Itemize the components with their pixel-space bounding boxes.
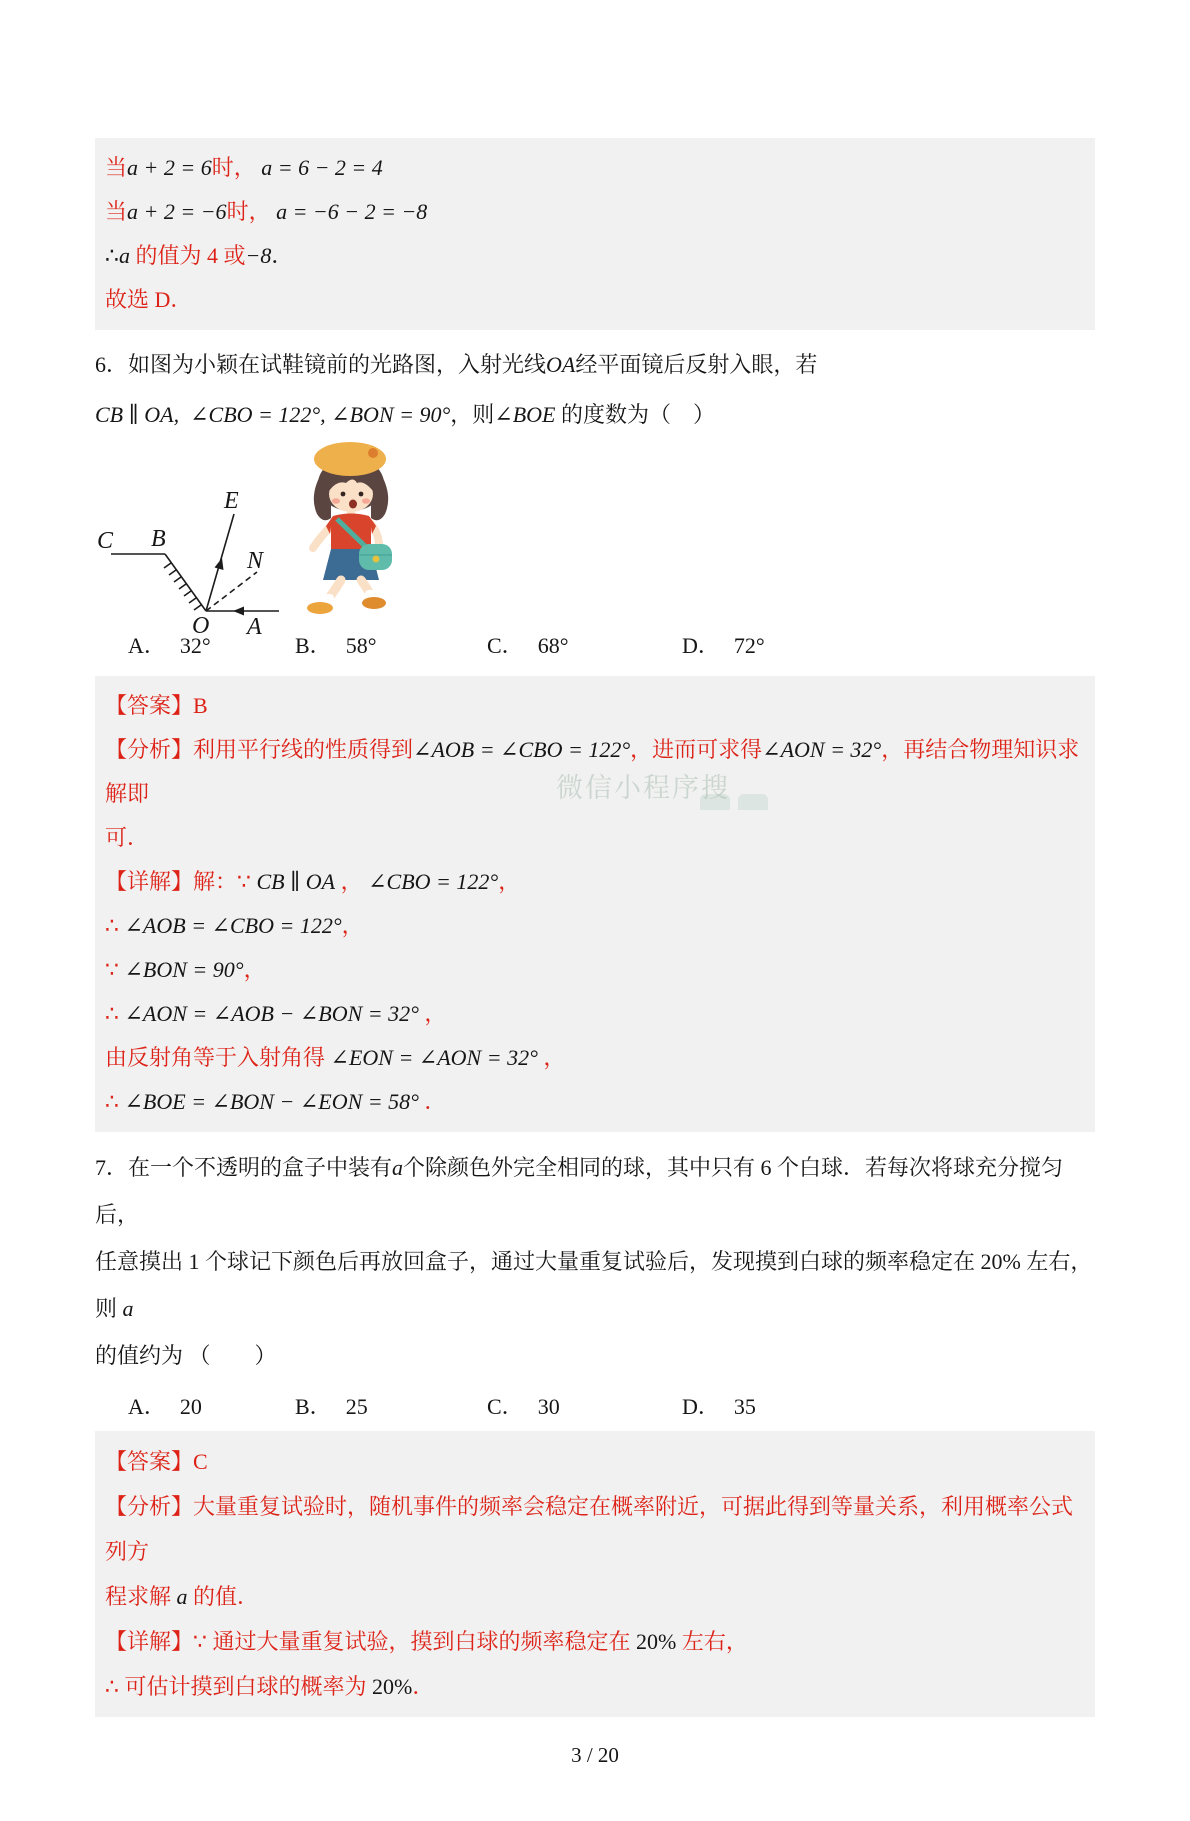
point-label-C: C xyxy=(97,528,114,554)
point-label-E: E xyxy=(224,488,239,514)
option-value: 68° xyxy=(537,633,569,658)
highlight-text: ， xyxy=(498,869,521,894)
option-value: 20 xyxy=(179,1394,202,1419)
text-line xyxy=(105,1439,1085,1484)
math-expression: a xyxy=(122,1296,134,1321)
option-letter: D． xyxy=(682,1394,720,1419)
highlight-text: 故选 D． xyxy=(105,287,193,312)
question-6-figure xyxy=(95,442,1095,640)
question-7-stem xyxy=(95,1144,1095,1379)
highlight-text: 可． xyxy=(105,825,150,850)
text-line xyxy=(105,1664,1085,1709)
watermark-text: 微信小程序搜 xyxy=(556,773,730,803)
option-value: 32° xyxy=(179,633,211,658)
highlight-text: ， xyxy=(243,957,266,982)
math-expression: ∠BOE xyxy=(494,402,556,427)
highlight-text: 左右， xyxy=(676,1629,748,1654)
highlight-text: ∴ 可估计摸到白球的概率为 xyxy=(105,1674,372,1699)
body-text: ，则 xyxy=(450,402,495,427)
page-number: 3 / 20 xyxy=(571,1743,619,1767)
option-D xyxy=(682,1391,1095,1423)
highlight-text: ，再结合物理知识求解即 xyxy=(105,737,1080,806)
text-line xyxy=(105,948,1085,992)
math-expression: ∠CBO = 122° xyxy=(368,869,499,894)
text-line xyxy=(105,146,1085,190)
exam-document-page xyxy=(0,138,1190,1821)
text-line xyxy=(95,1332,1095,1379)
highlight-text: ， xyxy=(418,1001,447,1026)
point-label-A: A xyxy=(247,614,262,640)
highlight-text: 【详解】解：∵ xyxy=(105,869,257,894)
arrowhead-toward-O xyxy=(233,607,244,616)
highlight-text: 【分析】大量重复试验时，随机事件的频率会稳定在概率附近，可据此得到等量关系，利用概率公式列方 xyxy=(105,1494,1074,1564)
highlight-text: ∴ xyxy=(105,1001,125,1026)
highlight-text: 【详解】∵ 通过大量重复试验，摸到白球的频率稳定在 xyxy=(105,1629,636,1654)
option-letter: D． xyxy=(682,633,720,658)
highlight-text: 的值为 4 或 xyxy=(135,243,246,268)
option-value: 58° xyxy=(345,633,377,658)
text-line xyxy=(95,340,1095,390)
question-6-stem xyxy=(95,340,1095,440)
option-value: 35 xyxy=(733,1394,756,1419)
body-text: 任意摸出 1 个球记下颜色后再放回盒子，通过大量重复试验后，发现摸到白球的频率稳定在 20% 左右，则 xyxy=(95,1249,1093,1321)
question-7-options xyxy=(95,1391,1095,1423)
math-expression: a xyxy=(176,1584,188,1609)
body-text: 7．在一个不透明的盒子中装有 xyxy=(95,1155,393,1180)
arrowhead-toward-E xyxy=(215,558,224,570)
math-expression: a xyxy=(392,1155,404,1180)
girl-illustration xyxy=(273,434,433,618)
text-line xyxy=(105,1574,1085,1619)
text-line xyxy=(105,684,1085,728)
highlight-text: 当 xyxy=(105,199,128,224)
text-line xyxy=(95,390,1095,440)
option-C xyxy=(487,630,682,662)
math-expression: ∠AOB = ∠CBO = 122° xyxy=(124,913,342,938)
math-expression: −8 xyxy=(245,243,272,268)
text-line xyxy=(105,992,1085,1036)
highlight-text: 当 xyxy=(105,155,128,180)
highlight-text: 的值． xyxy=(187,1584,260,1609)
text-line xyxy=(105,1619,1085,1664)
answer-block-q7 xyxy=(95,1431,1095,1717)
text-line xyxy=(105,816,1085,860)
highlight-text: ∴ xyxy=(105,913,125,938)
body-text: 6．如图为小颖在试鞋镜前的光路图，入射光线 xyxy=(95,352,547,377)
body-text: 个除颜色外完全相同的球，其中只有 6 个白球．若每次将球充分搅匀后， xyxy=(95,1155,1064,1227)
highlight-text: ， xyxy=(341,913,364,938)
math-expression: CB ∥ OA xyxy=(256,869,336,894)
option-letter: A． xyxy=(128,1394,166,1419)
body-text: 的值约为 （ ） xyxy=(95,1343,277,1368)
math-expression: ∠BON = 90° xyxy=(124,957,244,982)
math-expression: CB ∥ OA, ∠CBO = 122°, ∠BON = 90° xyxy=(95,402,451,427)
highlight-text: ． xyxy=(412,1674,435,1699)
math-expression: OA xyxy=(546,352,576,377)
option-letter: C． xyxy=(487,633,524,658)
option-B xyxy=(295,630,487,662)
highlight-text: 由反射角等于入射角得 xyxy=(105,1045,331,1070)
text-line xyxy=(105,278,1085,322)
option-B xyxy=(295,1391,487,1423)
text-line xyxy=(105,860,1085,904)
text-line xyxy=(105,728,1085,816)
text-line xyxy=(105,1080,1085,1124)
option-value: 72° xyxy=(733,633,765,658)
math-expression: a xyxy=(119,243,136,268)
math-expression: a + 2 = −6 xyxy=(127,199,227,224)
answer-block-q5-tail xyxy=(95,138,1095,330)
math-expression: ∠AOB = ∠CBO = 122° xyxy=(413,737,631,762)
highlight-text: ． xyxy=(418,1089,447,1114)
math-expression: ∠AON = ∠AOB − ∠BON = 32° xyxy=(124,1001,419,1026)
highlight-text: 【答案】C xyxy=(105,1449,208,1474)
text-line xyxy=(105,190,1085,234)
option-letter: A． xyxy=(128,633,166,658)
math-expression: a + 2 = 6 xyxy=(127,155,212,180)
highlight-text: 【分析】利用平行线的性质得到 xyxy=(105,737,414,762)
math-expression: a = 6 − 2 = 4 xyxy=(261,155,383,180)
highlight-text: 程求解 xyxy=(105,1584,177,1609)
highlight-text: 时， xyxy=(211,155,262,180)
body-text: 的度数为（ ） xyxy=(555,402,715,427)
highlight-text: ， xyxy=(537,1045,566,1070)
body-text: ∴ xyxy=(105,243,119,268)
highlight-text: ，进而可求得 xyxy=(630,737,763,762)
body-text: 20% xyxy=(372,1674,413,1699)
highlight-text: ∵ xyxy=(105,957,125,982)
light-path-geometry-diagram xyxy=(95,466,285,638)
page-content xyxy=(0,138,1190,1768)
option-D xyxy=(682,630,1095,662)
highlight-text: ∴ xyxy=(105,1089,125,1114)
math-expression: ∠EON = ∠AON = 32° xyxy=(330,1045,538,1070)
option-letter: B． xyxy=(295,1394,332,1419)
answer-block-q6 xyxy=(95,676,1095,1132)
option-value: 30 xyxy=(537,1394,560,1419)
text-line xyxy=(105,234,1085,278)
math-expression: ∠AON = 32° xyxy=(762,737,882,762)
option-letter: C． xyxy=(487,1394,524,1419)
text-line xyxy=(105,1484,1085,1574)
option-C xyxy=(487,1391,682,1423)
point-label-N: N xyxy=(247,548,264,574)
option-value: 25 xyxy=(345,1394,368,1419)
math-expression: ∠BOE = ∠BON − ∠EON = 58° xyxy=(124,1089,419,1114)
point-label-O: O xyxy=(192,613,210,639)
option-letter: B． xyxy=(295,633,332,658)
text-line xyxy=(105,904,1085,948)
text-line xyxy=(105,1036,1085,1080)
body-text: 经平面镜后反射入眼，若 xyxy=(575,352,818,377)
body-text: ． xyxy=(271,243,294,268)
text-line xyxy=(95,1238,1095,1332)
highlight-text: ， xyxy=(335,869,369,894)
math-expression: a = −6 − 2 = −8 xyxy=(276,199,428,224)
point-label-B: B xyxy=(151,526,166,552)
option-A xyxy=(128,1391,295,1423)
body-text: 20% xyxy=(636,1629,677,1654)
highlight-text: 【答案】B xyxy=(105,693,208,718)
highlight-text: 时， xyxy=(226,199,277,224)
text-line xyxy=(95,1144,1095,1238)
